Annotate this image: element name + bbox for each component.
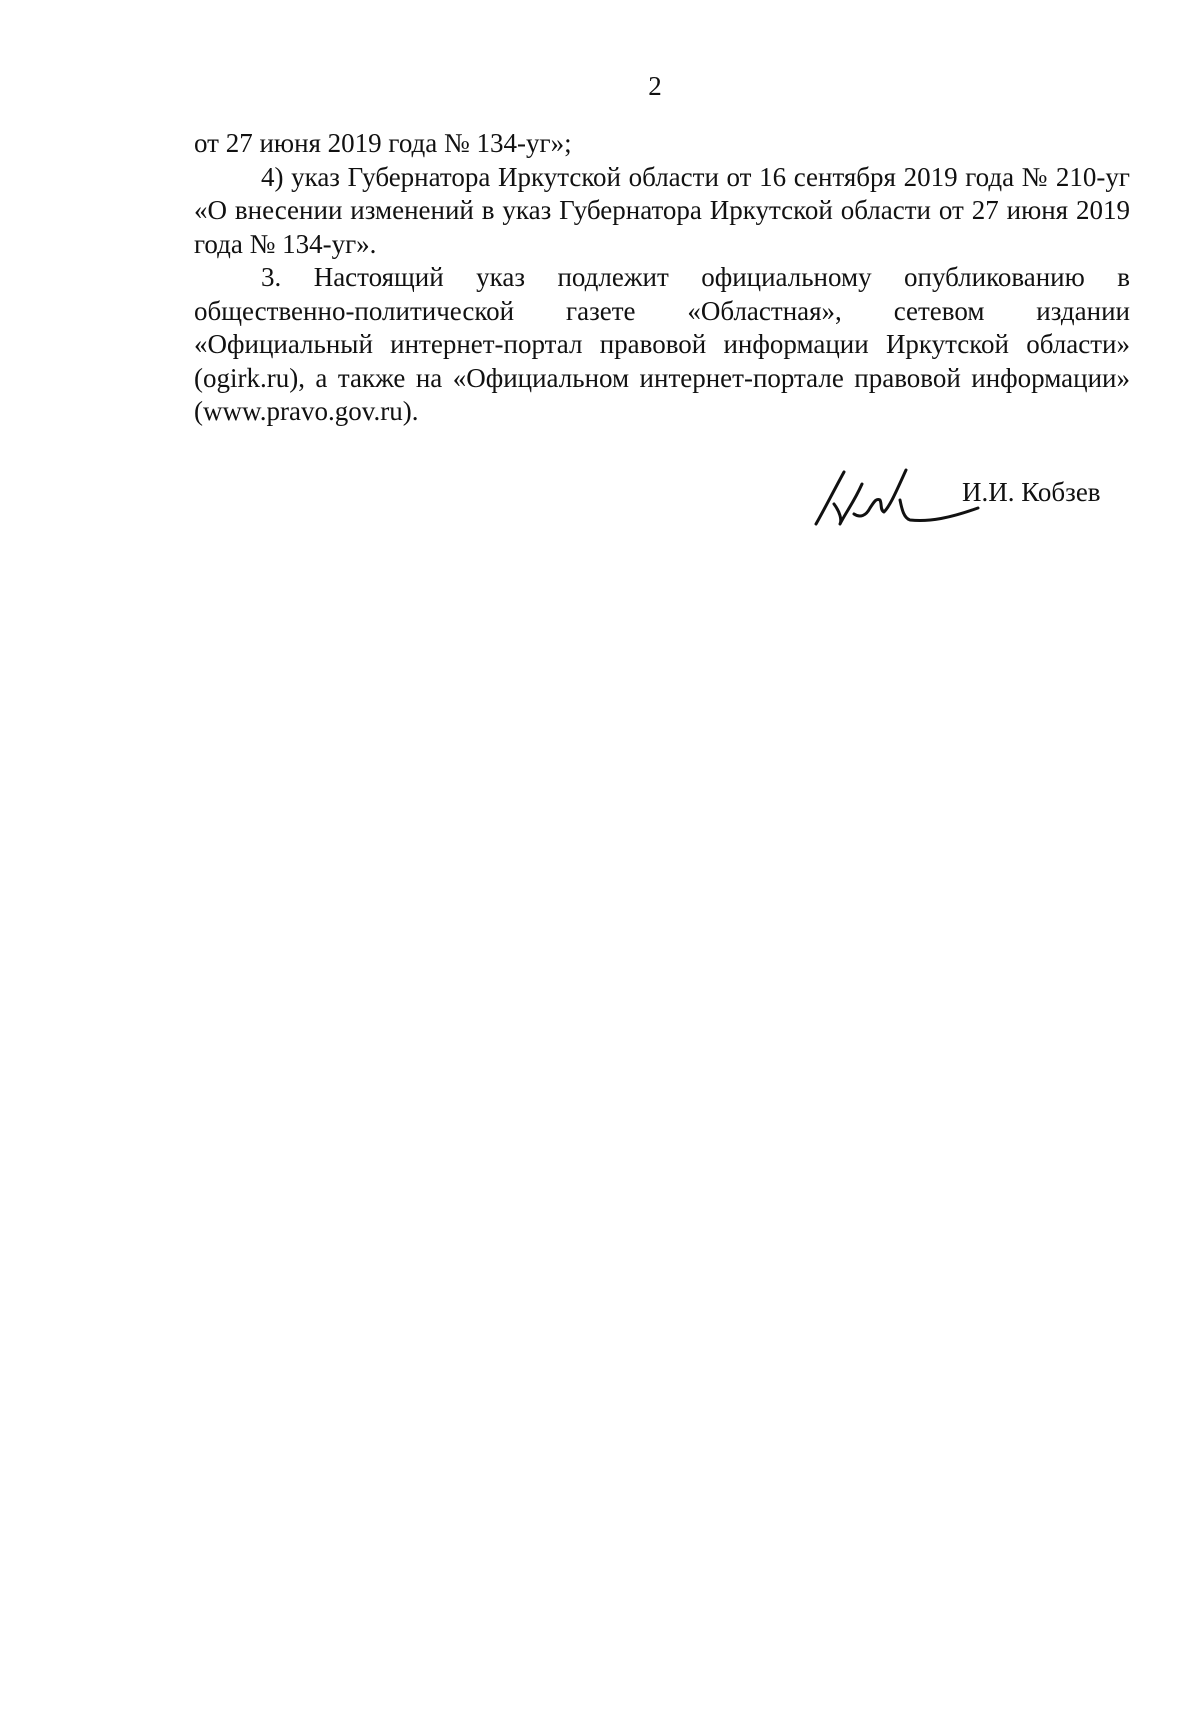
document-body xyxy=(194,127,1130,429)
page-number: 2 xyxy=(648,71,662,101)
paragraph-item-4: 4) указ Губернатора Иркутской области от 16 сентября 2019 года № 210-уг «О внесении изменений в указ Губернатора Иркутской области от 27 июня 2019 года № 134-уг». xyxy=(194,161,1130,259)
signature-block xyxy=(810,462,1130,542)
paragraph-continuation: от 27 июня 2019 года № 134-уг»; xyxy=(194,128,572,158)
handwritten-signature-icon xyxy=(810,462,980,532)
signer-name: И.И. Кобзев xyxy=(962,477,1101,507)
paragraph-section-3: 3. Настоящий указ подлежит официальному опубликованию в общественно-политической газете «Областная», сетевом издании «Официальный интернет-портал правовой информации Иркутской области» (ogirk.ru), а также на «Официальном интернет-портале правовой информации» (www.pravo.gov.ru). xyxy=(194,262,1130,426)
